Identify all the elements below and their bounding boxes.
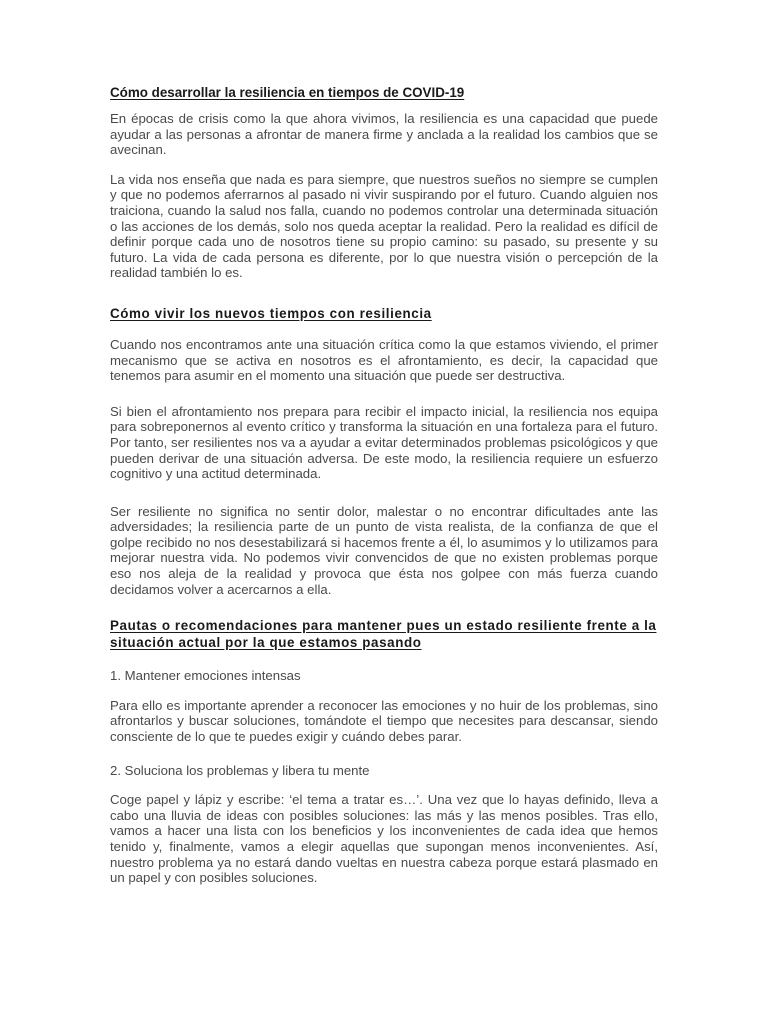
section-title-covid-resilience: Cómo desarrollar la resiliencia en tiempos de COVID-19 [110,85,465,100]
list-item-body: Para ello es importante aprender a reconocer las emociones y no huir de los problemas, sino afrontarlos y buscar soluciones, tomándote el tiempo que necesites para descansar, siendo consciente de lo que te puedes exigir y cuándo debes parar. [110,697,658,745]
list-item-title: 1. Mantener emociones intensas [110,668,301,684]
paragraph-life-lessons: La vida nos enseña que nada es para siempre, que nuestros sueños no siempre se cumplen y que no podemos aferrarnos al pasado ni vivir suspirando por el futuro. Cuando alguien nos traiciona, cuando la salud nos falla, cuando no podemos controlar una determinada situación o las acciones de los demás, solo nos queda aceptar la realidad. Pero la realidad es difícil de definir porque cada uno de nosotros tiene su propio camino: su pasado, su presente y su futuro. La vida de cada persona es diferente, por lo que nuestra visión o percepción de la realidad también lo es. [110,171,658,281]
list-item [110,668,658,744]
document-page [110,84,658,886]
paragraph-being-resilient: Ser resiliente no significa no sentir dolor, malestar o no encontrar dificultades ante las adversidades; la resiliencia parte de un punto de vista realista, de la confianza de que el golpe recibido no nos desestabilizará si hacemos frente a él, lo asumimos y lo utilizamos para mejorar nuestra vida. No podemos vivir convencidos de que no existen problemas porque eso nos aleja de la realidad y provoca que ésta nos golpee con más fuerza cuando decidamos volver a acercarnos a ella. [110,503,658,597]
section-title-guidelines: Pautas o recomendaciones para mantener pues un estado resiliente frente a la situación actual por la que estamos pasando [110,618,657,651]
section-title-new-times: Cómo vivir los nuevos tiempos con resiliencia [110,305,432,321]
list-item-title: 2. Soluciona los problemas y libera tu mente [110,762,370,778]
list-item-body: Coge papel y lápiz y escribe: ‘el tema a tratar es…’. Una vez que lo hayas definido, lleva a cabo una lluvia de ideas con posibles soluciones: las más y las menos posibles. Tras ello, vamos a hacer una lista con los beneficios y los inconvenientes de cada idea que hemos tenido y, finalmente, vamos a elegir aquellas que supongan menos inconvenientes. Así, nuestro problema ya no estará dando vueltas en nuestra cabeza porque estará plasmado en un papel y con posibles soluciones. [110,792,658,886]
paragraph-coping: Cuando nos encontramos ante una situación crítica como la que estamos viviendo, el primer mecanismo que se activa en nosotros es el afrontamiento, es decir, la capacidad que tenemos para asumir en el momento una situación que puede ser destructiva. [110,336,658,384]
list-item [110,763,658,886]
paragraph-resilience-equips: Si bien el afrontamiento nos prepara para recibir el impacto inicial, la resiliencia nos equipa para sobreponernos al evento crítico y transforma la situación en una fortaleza para el futuro. Por tanto, ser resilientes nos va a ayudar a evitar determinados problemas psicológicos y que pueden derivar de una situación adversa. De este modo, la resiliencia requiere un esfuerzo cognitivo y una actitud determinada. [110,403,658,482]
paragraph-intro: En épocas de crisis como la que ahora vivimos, la resiliencia es una capacidad que puede ayudar a las personas a afrontar de manera firme y anclada a la realidad los cambios que se avecinan. [110,111,658,158]
